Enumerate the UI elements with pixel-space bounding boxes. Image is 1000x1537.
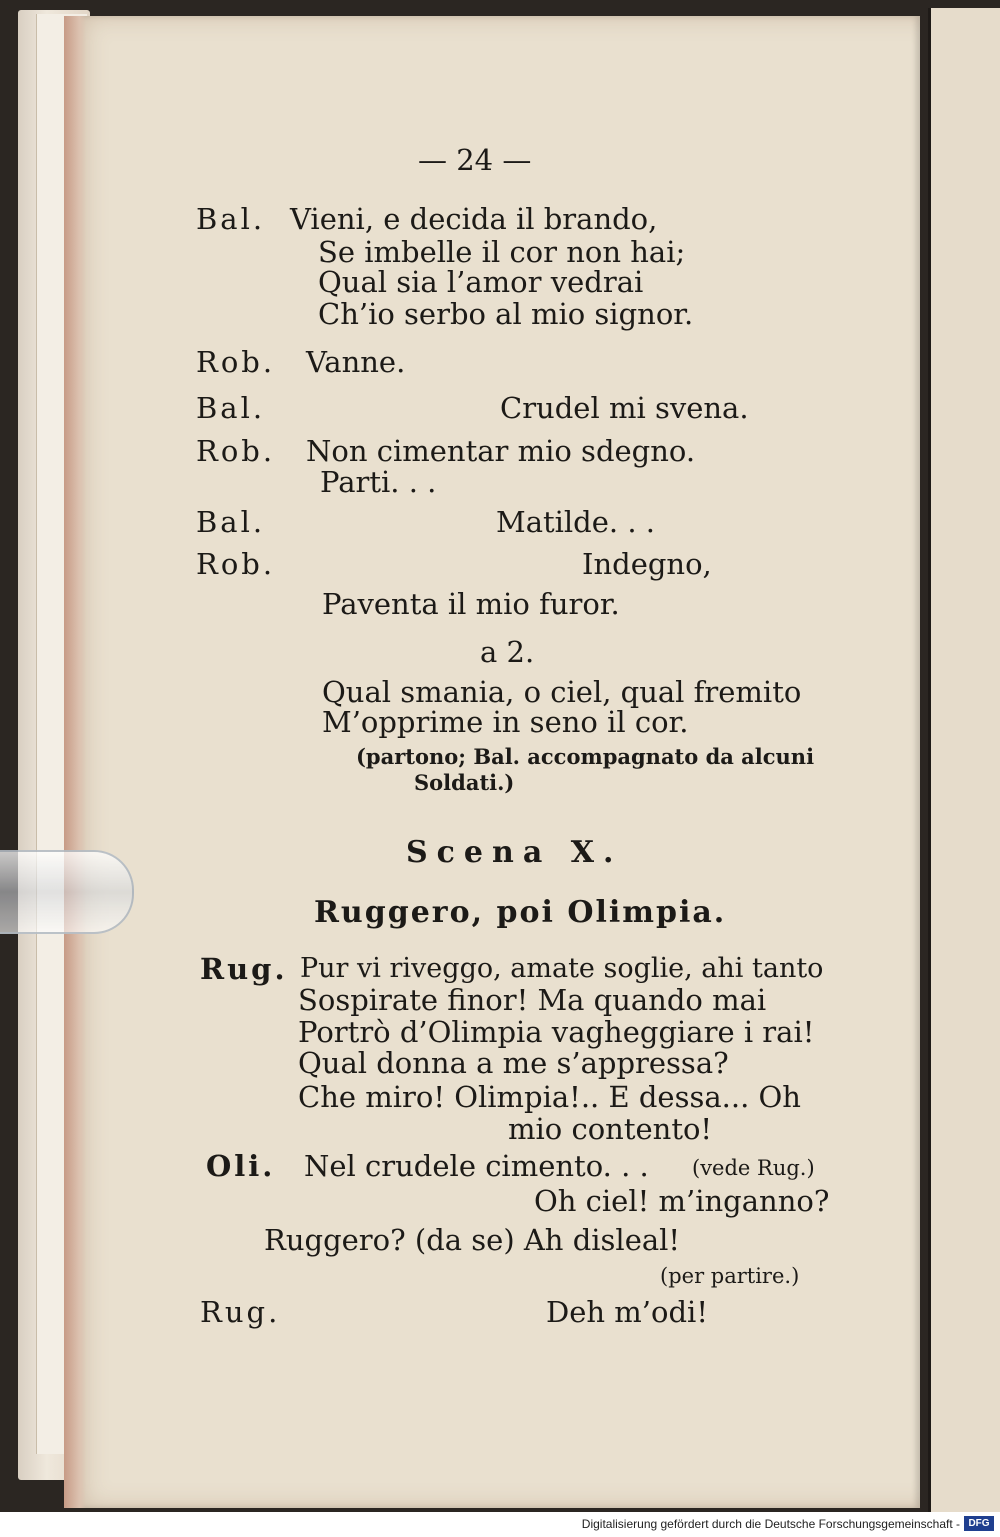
verse-line: Ch’io serbo al mio signor. [318, 297, 694, 331]
verse-line: Che miro! Olimpia!.. E dessa... Oh [298, 1080, 801, 1114]
page-number: — 24 — [418, 143, 532, 177]
verse-line: Portrò d’Olimpia vagheggiare i rai! [298, 1015, 815, 1049]
speaker-label: Bal. [196, 391, 266, 425]
page-clip [0, 850, 134, 934]
speaker-label: Rug. [200, 952, 288, 986]
speaker-label: Bal. [196, 202, 266, 236]
verse-line: Indegno, [582, 547, 712, 581]
stage-direction: (per partire.) [660, 1264, 800, 1288]
stage-direction: (partono; Bal. accompagnato da alcuni [356, 744, 815, 769]
verse-line: Sospirate finor! Ma quando mai [298, 983, 767, 1017]
verse-line: Qual sia l’amor vedrai [318, 265, 644, 299]
stage-note: a 2. [480, 635, 535, 669]
stage-direction: (vede Rug.) [692, 1156, 815, 1180]
verse-line: Pur vi riveggo, amate soglie, ahi tanto [300, 953, 824, 984]
verse-line: Deh m’odi! [546, 1295, 708, 1329]
page-gutter-stain [64, 16, 86, 1508]
verse-line: Paventa il mio furor. [322, 587, 620, 621]
speaker-label: Rob. [196, 547, 276, 581]
speaker-label: Rob. [196, 434, 276, 468]
verse-line: Non cimentar mio sdegno. [306, 434, 696, 468]
funding-credit: Digitalisierung gefördert durch die Deutsche Forschungsgemeinschaft - [581, 1517, 960, 1531]
speaker-label: Rug. [200, 1295, 281, 1329]
verse-line: Crudel mi svena. [500, 391, 749, 425]
verse-line: M’opprime in seno il cor. [322, 705, 689, 739]
verse-line: Se imbelle il cor non hai; [318, 235, 686, 269]
verse-line: Vanne. [306, 345, 406, 379]
verse-line: mio contento! [508, 1112, 713, 1146]
speaker-label: Rob. [196, 345, 276, 379]
verse-line: Nel crudele cimento. . . [304, 1149, 649, 1183]
verse-line: Ruggero? (da se) Ah disleal! [264, 1223, 681, 1257]
speaker-label: Oli. [206, 1149, 276, 1183]
verse-line: Matilde. . . [496, 505, 656, 539]
scene-heading: Scena X. [406, 835, 623, 870]
stage-direction: Soldati.) [414, 770, 515, 795]
dfg-logo: DFG [964, 1516, 994, 1531]
scene-characters: Ruggero, poi Olimpia. [314, 895, 727, 930]
verse-line: Qual donna a me s’appressa? [298, 1046, 729, 1080]
verse-line: Oh ciel! m’inganno? [534, 1184, 830, 1218]
verse-line: Vieni, e decida il brando, [290, 202, 658, 236]
verse-line: Parti. . . [320, 465, 437, 499]
speaker-label: Bal. [196, 505, 266, 539]
facing-page-edge [928, 8, 1000, 1512]
digitization-footer [0, 1512, 1000, 1537]
verse-line: Qual smania, o ciel, qual fremito [322, 675, 802, 709]
